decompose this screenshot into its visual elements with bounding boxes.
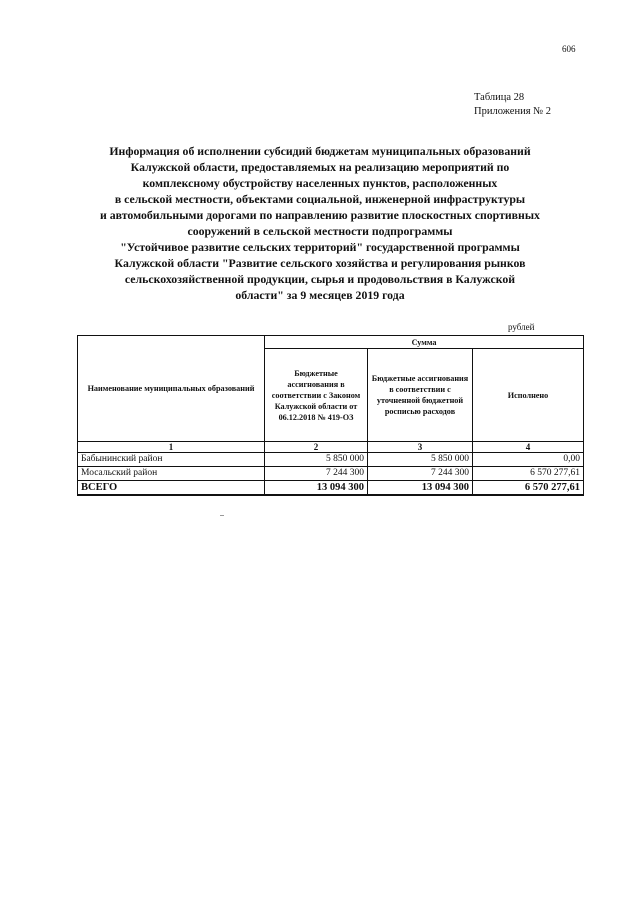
table-label: Таблица 28 xyxy=(474,92,525,103)
header-executed: Исполнено xyxy=(473,349,584,442)
header-sum: Сумма xyxy=(265,336,584,349)
total-label: ВСЕГО xyxy=(78,481,265,496)
municipality-name: Мосальский район xyxy=(78,467,265,481)
subsidy-table xyxy=(77,335,584,496)
column-number: 4 xyxy=(473,442,584,453)
budget-refined-value: 5 850 000 xyxy=(368,453,473,467)
title-line: "Устойчивое развитие сельских территорий" государственной программы xyxy=(120,240,520,254)
total-executed: 6 570 277,61 xyxy=(473,481,584,496)
budget-law-value: 7 244 300 xyxy=(265,467,368,481)
title-line: Информация об исполнении субсидий бюджетам муниципальных образований xyxy=(109,144,531,158)
header-budget-law: Бюджетные ассигнования в соответствии с Законом Калужской области от 06.12.2018 № 419-ОЗ xyxy=(265,349,368,442)
table-row xyxy=(78,467,584,481)
total-budget-law: 13 094 300 xyxy=(265,481,368,496)
table-header-row xyxy=(78,336,584,349)
table-caption xyxy=(474,91,551,119)
budget-refined-value: 7 244 300 xyxy=(368,467,473,481)
budget-law-value: 5 850 000 xyxy=(265,453,368,467)
header-budget-refined: Бюджетные ассигнования в соответствии с уточненной бюджетной росписью расходов xyxy=(368,349,473,442)
column-number-row xyxy=(78,442,584,453)
header-municipality: Наименование муниципальных образований xyxy=(78,336,265,442)
total-budget-refined: 13 094 300 xyxy=(368,481,473,496)
title-line: Калужской области, предоставляемых на реализацию мероприятий по xyxy=(130,160,510,174)
column-number: 1 xyxy=(78,442,265,453)
table-row xyxy=(78,453,584,467)
title-line: сооружений в сельской местности подпрограммы xyxy=(187,224,453,238)
column-number: 2 xyxy=(265,442,368,453)
total-row xyxy=(78,481,584,496)
executed-value: 0,00 xyxy=(473,453,584,467)
scan-speck xyxy=(220,515,224,516)
title-line: сельскохозяйственной продукции, сырья и продовольствия в Калужской xyxy=(124,272,516,286)
title-line: Калужской области "Развитие сельского хозяйства и регулирования рынков xyxy=(114,256,526,270)
title-line: в сельской местности, объектами социальной, инженерной инфраструктуры xyxy=(114,192,526,206)
title-line: комплексному обустройству населенных пунктов, расположенных xyxy=(142,176,498,190)
column-number: 3 xyxy=(368,442,473,453)
page-number: 606 xyxy=(562,44,576,54)
executed-value: 6 570 277,61 xyxy=(473,467,584,481)
municipality-name: Бабынинский район xyxy=(78,453,265,467)
appendix-label: Приложения № 2 xyxy=(474,106,552,117)
units-label: рублей xyxy=(508,322,535,332)
title-line: и автомобильными дорогами по направлению развитие плоскостных спортивных xyxy=(100,208,540,222)
document-title xyxy=(70,143,570,303)
title-line: области" за 9 месяцев 2019 года xyxy=(235,288,405,302)
